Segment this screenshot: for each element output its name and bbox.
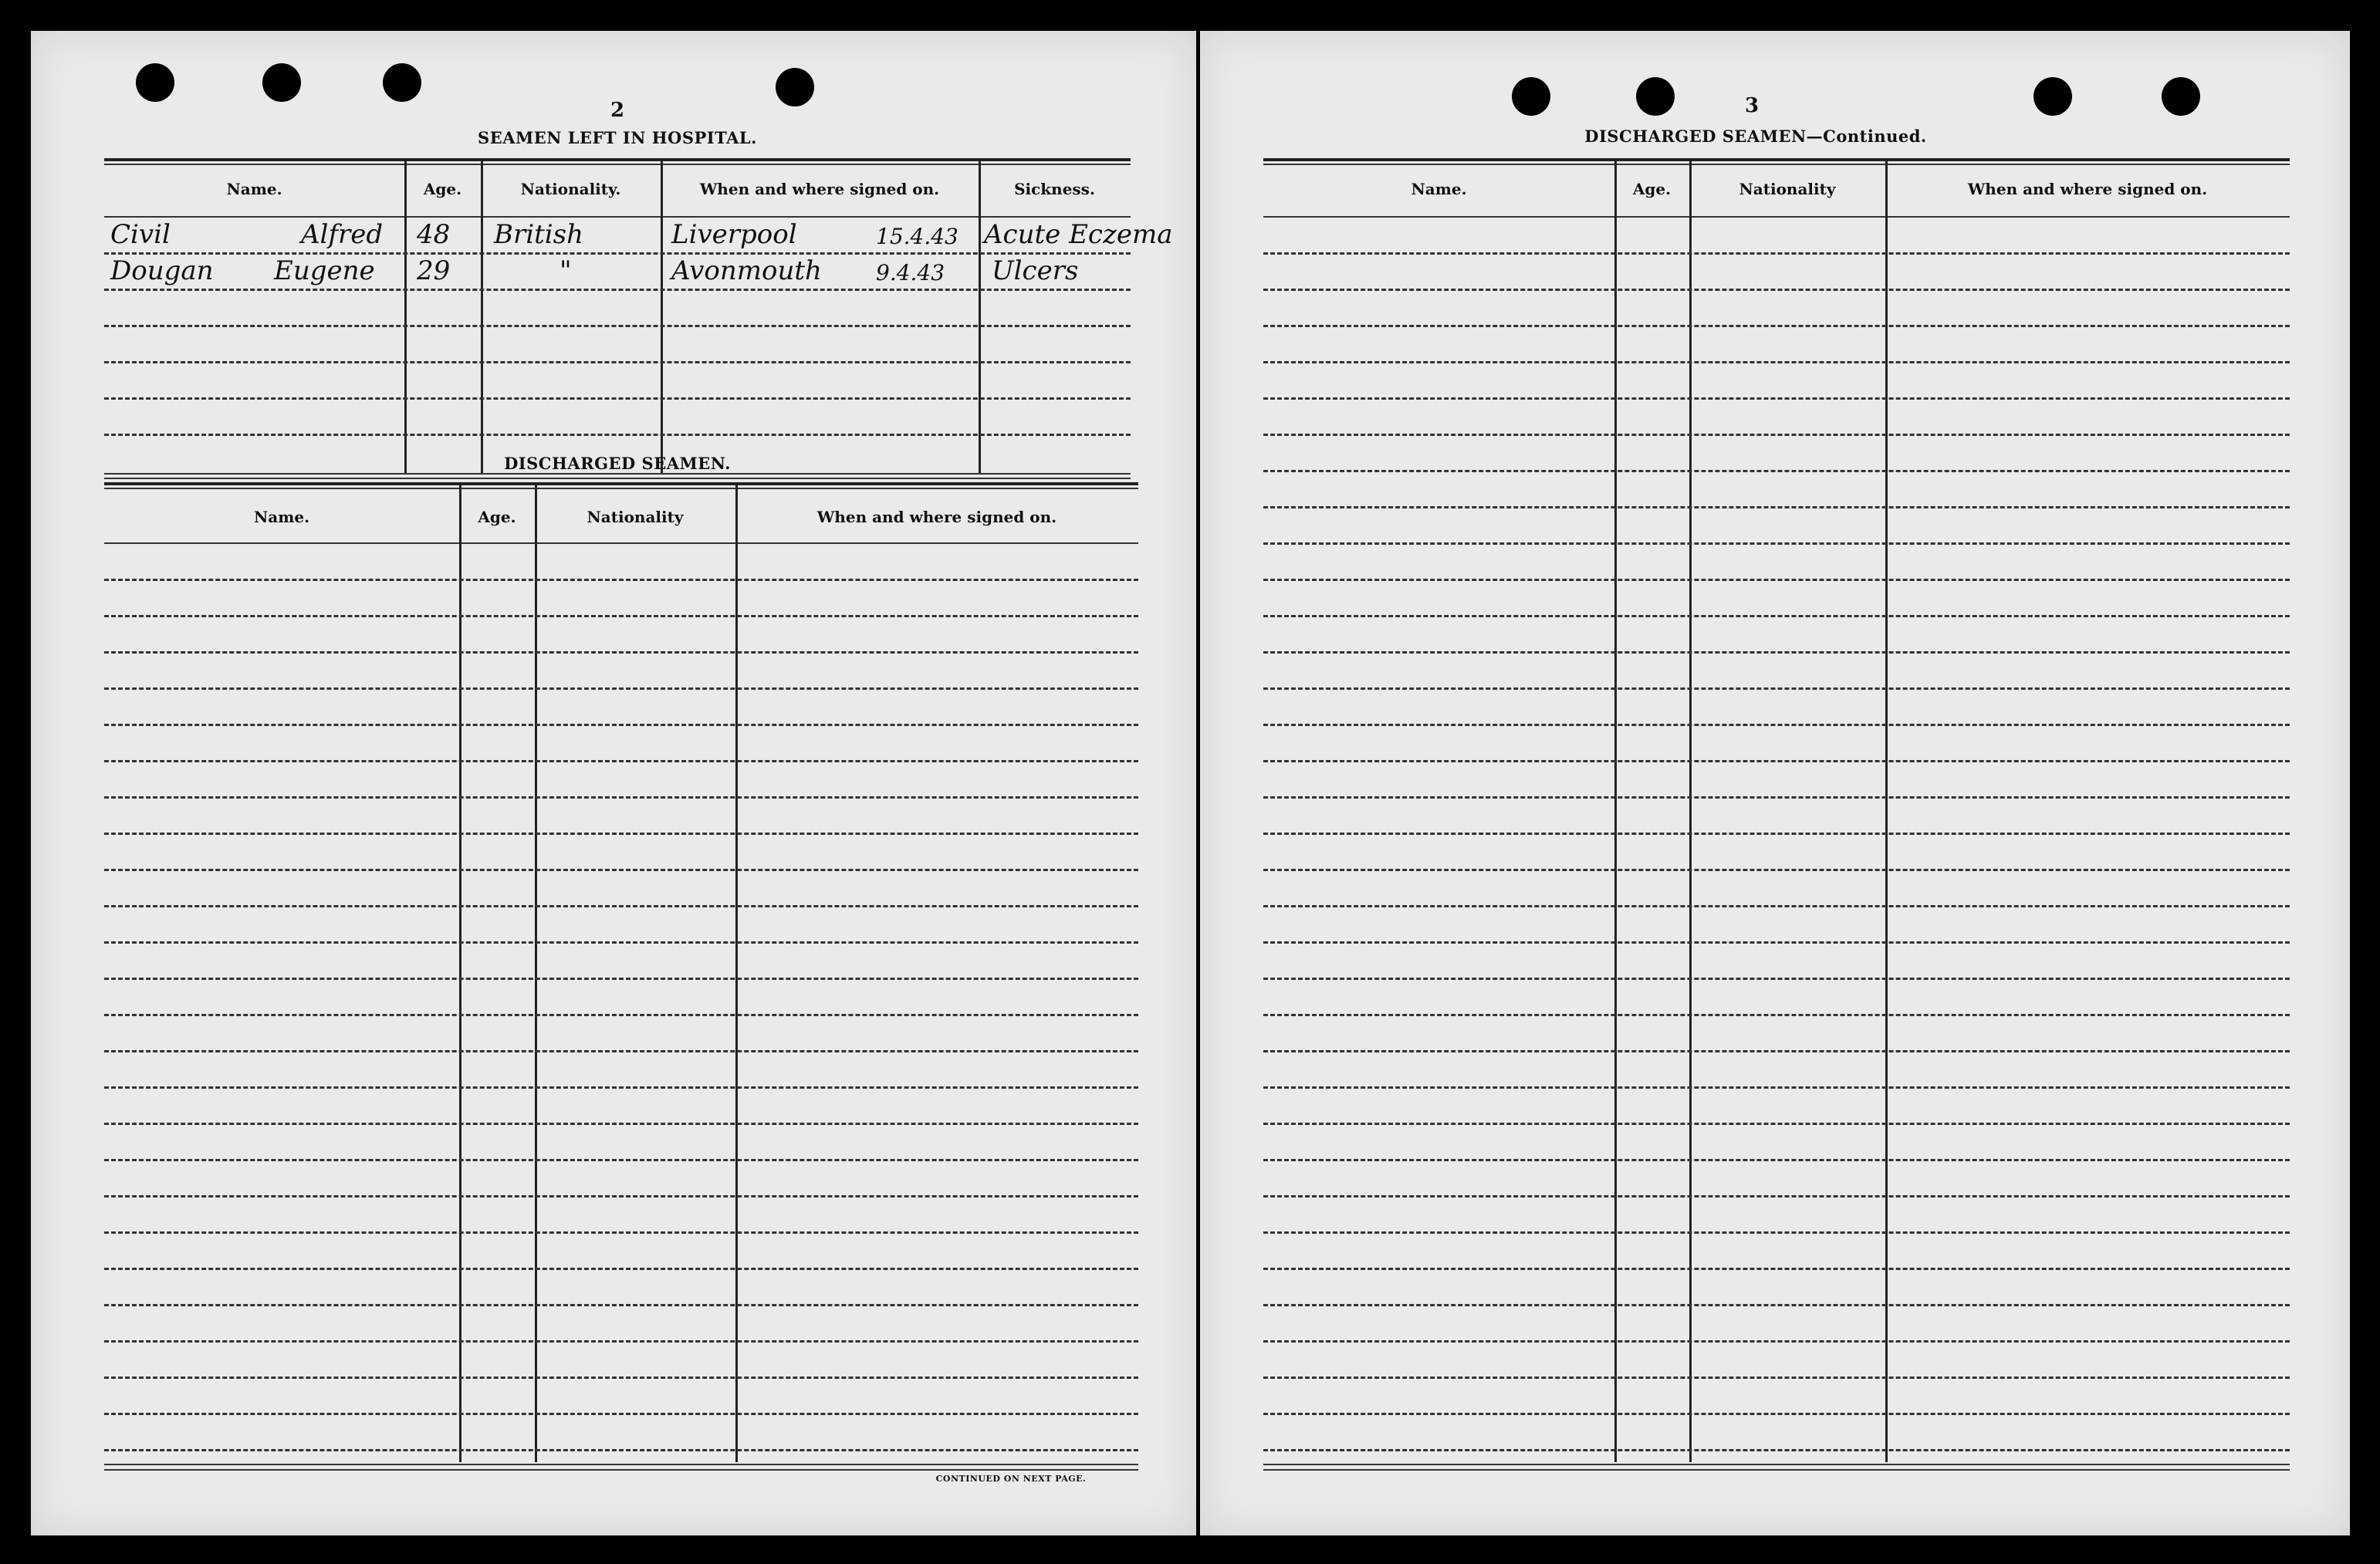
- table-row: [104, 654, 1138, 690]
- table-row: [1263, 762, 2290, 799]
- table-row: [104, 617, 1138, 654]
- continued-note: CONTINUED ON NEXT PAGE.: [935, 1474, 1087, 1484]
- table-row: [104, 327, 1131, 363]
- column-header-name: Name.: [1411, 180, 1467, 198]
- punch-hole: [776, 68, 814, 106]
- table-row: [1263, 1306, 2290, 1343]
- table-row: [104, 980, 1138, 1016]
- table-row: [1263, 218, 2290, 255]
- table-row: [104, 762, 1138, 799]
- right-page: [1200, 31, 2350, 1535]
- place-cell: Liverpool: [671, 219, 797, 250]
- table-row: [104, 1270, 1138, 1306]
- column-header-signed-on: When and where signed on.: [1967, 180, 2208, 198]
- discharged-table: [104, 482, 1138, 1478]
- table-row: [104, 218, 1173, 255]
- table-row: [104, 907, 1138, 944]
- table-row: [104, 400, 1131, 436]
- table-row: [104, 363, 1131, 400]
- discharged-title: DISCHARGED SEAMEN.: [504, 454, 731, 473]
- table-row: [1263, 799, 2290, 835]
- column-header-name: Name.: [226, 180, 282, 198]
- table-row: [1263, 654, 2290, 690]
- table-row: [1263, 1197, 2290, 1234]
- table-row: [104, 944, 1138, 980]
- discharged-continued-table: [1263, 158, 2290, 1478]
- punch-hole: [2162, 77, 2200, 116]
- table-row: [1263, 907, 2290, 944]
- punch-hole: [262, 63, 301, 102]
- table-row: [1263, 1016, 2290, 1052]
- table-row: [104, 871, 1138, 907]
- table-row: [104, 1343, 1138, 1379]
- table-row: [104, 545, 1138, 581]
- place-cell: Avonmouth: [671, 255, 822, 286]
- table-row: [104, 799, 1138, 835]
- table-row: [1263, 291, 2290, 327]
- table-row: [104, 690, 1138, 726]
- table-row: [104, 1379, 1138, 1415]
- table-row: [104, 1161, 1138, 1197]
- age-cell: 29: [417, 255, 451, 286]
- age-cell: 48: [417, 219, 451, 250]
- left-page: [31, 31, 1196, 1535]
- punch-hole: [383, 63, 421, 102]
- table-row: [1263, 1415, 2290, 1451]
- sickness-cell: Acute Eczema: [984, 219, 1173, 250]
- sickness-cell: Ulcers: [992, 255, 1079, 286]
- table-row: [1263, 1343, 2290, 1379]
- given-name-cell: Eugene: [274, 255, 375, 286]
- table-row: [104, 835, 1138, 871]
- discharged-continued-title: DISCHARGED SEAMEN—Continued.: [1584, 127, 1927, 146]
- column-header-age: Age.: [478, 508, 516, 526]
- table-row: [104, 255, 1131, 291]
- table-row: [1263, 617, 2290, 654]
- hospital-table: [104, 158, 1173, 482]
- table-row: [1263, 1234, 2290, 1270]
- column-header-sickness: Sickness.: [1014, 180, 1095, 198]
- table-row: [104, 581, 1138, 617]
- table-row: [104, 1415, 1138, 1451]
- given-name-cell: Alfred: [301, 219, 384, 250]
- column-header-name: Name.: [253, 508, 310, 526]
- surname-cell: Civil: [110, 219, 171, 250]
- table-row: [1263, 726, 2290, 762]
- table-row: [1263, 690, 2290, 726]
- table-row: [104, 1052, 1138, 1089]
- date-cell: 9.4.43: [876, 260, 945, 285]
- date-cell: 15.4.43: [876, 224, 958, 249]
- table-row: [1263, 327, 2290, 363]
- table-row: [104, 1016, 1138, 1052]
- table-row: [1263, 400, 2290, 436]
- column-header-nationality: Nationality: [1739, 180, 1836, 198]
- table-row: [1263, 1089, 2290, 1125]
- column-header-nationality: Nationality.: [520, 180, 621, 198]
- page-number: 3: [1744, 94, 1760, 117]
- page-number: 2: [610, 99, 625, 122]
- column-header-signed-on: When and where signed on.: [699, 180, 940, 198]
- punch-hole: [136, 63, 174, 102]
- nationality-cell: ": [560, 255, 572, 286]
- column-header-nationality: Nationality: [587, 508, 684, 526]
- table-row: [1263, 508, 2290, 545]
- table-row: [104, 1234, 1138, 1270]
- hospital-title: SEAMEN LEFT IN HOSPITAL.: [478, 128, 757, 147]
- column-header-age: Age.: [423, 180, 462, 198]
- table-row: [1263, 1161, 2290, 1197]
- table-row: [104, 726, 1138, 762]
- table-row: [1263, 255, 2290, 291]
- table-row: [1263, 871, 2290, 907]
- table-row: [1263, 363, 2290, 400]
- table-row: [1263, 1379, 2290, 1415]
- table-row: [1263, 545, 2290, 581]
- column-header-signed-on: When and where signed on.: [816, 508, 1057, 526]
- punch-hole: [1512, 77, 1550, 116]
- table-row: [1263, 1052, 2290, 1089]
- table-row: [1263, 1270, 2290, 1306]
- table-row: [1263, 1125, 2290, 1161]
- nationality-cell: British: [494, 219, 583, 250]
- table-row: [1263, 581, 2290, 617]
- table-row: [1263, 835, 2290, 871]
- table-row: [1263, 980, 2290, 1016]
- column-header-age: Age.: [1632, 180, 1672, 198]
- table-row: [104, 1306, 1138, 1343]
- table-row: [1263, 472, 2290, 508]
- table-row: [1263, 944, 2290, 980]
- table-row: [104, 1125, 1138, 1161]
- surname-cell: Dougan: [110, 255, 214, 286]
- punch-hole: [1636, 77, 1675, 116]
- table-row: [104, 1089, 1138, 1125]
- table-row: [104, 291, 1131, 327]
- table-row: [104, 1197, 1138, 1234]
- punch-hole: [2033, 77, 2072, 116]
- table-row: [1263, 436, 2290, 472]
